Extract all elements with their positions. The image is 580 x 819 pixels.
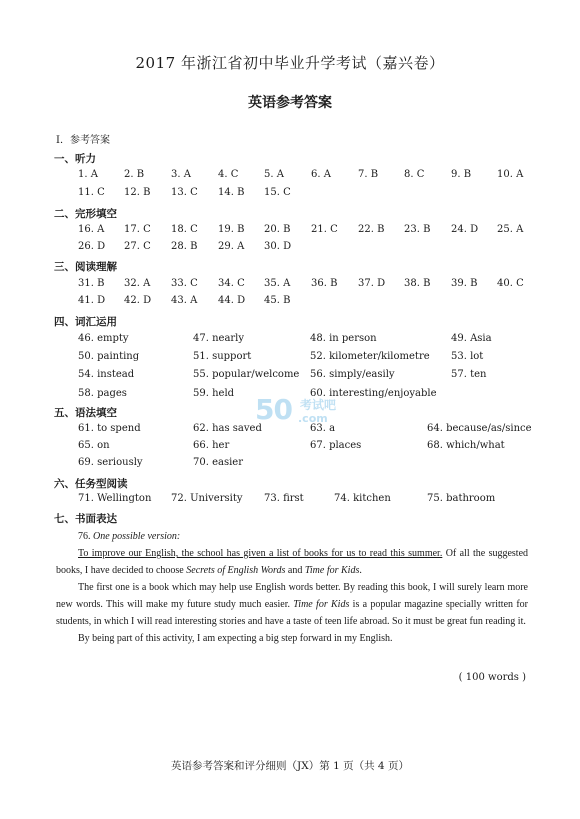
section-heading-vocabulary: 四、词汇运用 bbox=[54, 316, 117, 328]
answer-item: 41. D bbox=[78, 295, 106, 306]
answer-item: 58. pages bbox=[78, 388, 127, 399]
answer-item: 23. B bbox=[404, 224, 431, 235]
essay-paragraph-1 bbox=[56, 545, 528, 579]
essay-book-title-1: Secrets of English Words bbox=[186, 565, 286, 576]
essay-book-title-2: Time for Kids bbox=[304, 565, 360, 576]
answer-item: 18. C bbox=[171, 224, 198, 235]
answer-item: 36. B bbox=[311, 278, 338, 289]
answer-item: 8. C bbox=[404, 169, 425, 180]
answer-item: 75. bathroom bbox=[427, 493, 496, 504]
watermark-logo: 50 bbox=[255, 393, 292, 426]
section-heading-cloze: 二、完形填空 bbox=[54, 208, 117, 220]
answer-item: 43. A bbox=[171, 295, 198, 306]
answer-item: 35. A bbox=[264, 278, 291, 289]
answer-item: 29. A bbox=[218, 241, 245, 252]
answer-item: 64. because/as/since bbox=[427, 423, 532, 434]
answer-item: 33. C bbox=[171, 278, 198, 289]
answer-item: 21. C bbox=[311, 224, 338, 235]
answer-item: 68. which/what bbox=[427, 440, 505, 451]
answer-item: 12. B bbox=[124, 187, 151, 198]
answer-item: 27. C bbox=[124, 241, 151, 252]
answer-item: 48. in person bbox=[310, 333, 377, 344]
answer-item: 6. A bbox=[311, 169, 331, 180]
answer-item: 66. her bbox=[193, 440, 230, 451]
answer-item: 57. ten bbox=[451, 369, 487, 380]
answer-item: 53. lot bbox=[451, 351, 484, 362]
essay-p1-text-a: Of all the suggested books, I have decided to choose bbox=[56, 548, 529, 576]
answer-item: 39. B bbox=[451, 278, 478, 289]
essay-p1-text-b: and bbox=[285, 565, 305, 576]
answer-item: 13. C bbox=[171, 187, 198, 198]
answer-item: 38. B bbox=[404, 278, 431, 289]
essay-label bbox=[56, 528, 528, 545]
answer-item: 28. B bbox=[171, 241, 198, 252]
answer-item: 69. seriously bbox=[78, 457, 143, 468]
answer-item: 62. has saved bbox=[193, 423, 262, 434]
answer-item: 37. D bbox=[358, 278, 386, 289]
answer-item: 55. popular/welcome bbox=[193, 369, 300, 380]
answer-item: 42. D bbox=[124, 295, 152, 306]
answer-item: 20. B bbox=[264, 224, 291, 235]
essay-topic-sentence: To improve our English, the school has given a list of books for us to read this summer. bbox=[78, 548, 443, 559]
essay-p1-text-c: . bbox=[359, 565, 362, 576]
watermark-text: 考试吧 bbox=[300, 398, 337, 412]
section-heading-grammar: 五、语法填空 bbox=[54, 407, 117, 419]
answer-item: 30. D bbox=[264, 241, 292, 252]
essay-paragraph-3: By being part of this activity, I am expecting a big step forward in my English. bbox=[78, 633, 393, 644]
answer-item: 16. A bbox=[78, 224, 105, 235]
section-heading-task-reading: 六、任务型阅读 bbox=[54, 478, 128, 490]
answer-item: 32. A bbox=[124, 278, 151, 289]
answer-item: 54. instead bbox=[78, 369, 135, 380]
section-heading-reading: 三、阅读理解 bbox=[54, 261, 117, 273]
answer-item: 19. B bbox=[218, 224, 245, 235]
answer-item: 44. D bbox=[218, 295, 246, 306]
answer-item: 7. B bbox=[358, 169, 379, 180]
answer-item: 9. B bbox=[451, 169, 472, 180]
answer-item: 73. first bbox=[264, 493, 304, 504]
essay-number: 76. bbox=[78, 531, 91, 542]
watermark-domain: .com bbox=[298, 412, 328, 425]
answer-item: 47. nearly bbox=[193, 333, 245, 344]
answer-item: 15. C bbox=[264, 187, 291, 198]
answer-item: 11. C bbox=[78, 187, 105, 198]
answer-item: 74. kitchen bbox=[334, 493, 391, 504]
answer-item: 2. B bbox=[124, 169, 145, 180]
answer-item: 72. University bbox=[171, 493, 243, 504]
essay-block bbox=[56, 528, 528, 647]
answer-item: 24. D bbox=[451, 224, 479, 235]
answer-item: 26. D bbox=[78, 241, 106, 252]
answer-item: 65. on bbox=[78, 440, 110, 451]
answer-item: 61. to spend bbox=[78, 423, 141, 434]
part-label: Ⅰ．参考答案 bbox=[56, 135, 110, 146]
answer-item: 67. places bbox=[310, 440, 362, 451]
essay-p2-text-a: The first one is a book which may help use English words better. By reading this book, I will surely learn more new words. This will make my future study much easier. bbox=[56, 582, 528, 610]
answer-item: 46. empty bbox=[78, 333, 129, 344]
answer-item: 52. kilometer/kilometre bbox=[310, 351, 430, 362]
answer-item: 22. B bbox=[358, 224, 385, 235]
answer-item: 5. A bbox=[264, 169, 284, 180]
answer-item: 71. Wellington bbox=[78, 493, 152, 504]
answer-item: 4. C bbox=[218, 169, 239, 180]
answer-item: 49. Asia bbox=[451, 333, 492, 344]
answer-item: 40. C bbox=[497, 278, 524, 289]
essay-version-label: One possible version: bbox=[93, 531, 181, 542]
answer-item: 10. A bbox=[497, 169, 524, 180]
answer-item: 45. B bbox=[264, 295, 291, 306]
answer-item: 56. simply/easily bbox=[310, 369, 395, 380]
answer-item: 3. A bbox=[171, 169, 191, 180]
answer-item: 51. support bbox=[193, 351, 252, 362]
answer-item: 34. C bbox=[218, 278, 245, 289]
page-footer: 英语参考答案和评分细则（JX）第 1 页（共 4 页） bbox=[171, 760, 409, 772]
answer-item: 14. B bbox=[218, 187, 245, 198]
section-heading-writing: 七、书面表达 bbox=[54, 513, 117, 525]
answer-item: 17. C bbox=[124, 224, 151, 235]
answer-item: 31. B bbox=[78, 278, 105, 289]
answer-item: 60. interesting/enjoyable bbox=[310, 388, 437, 399]
essay-p2-text-b: is a popular magazine specially written for students, in which I will read interesting stories and have a taste of teen life abroad. So it must be great fun reading it. bbox=[56, 599, 528, 627]
answer-item: 25. A bbox=[497, 224, 524, 235]
page-title: 2017 年浙江省初中毕业升学考试（嘉兴卷） bbox=[135, 54, 445, 72]
essay-p2-magazine-title: Time for Kids bbox=[293, 599, 350, 610]
answer-item: 70. easier bbox=[193, 457, 243, 468]
answer-item: 50. painting bbox=[78, 351, 140, 362]
word-count: ( 100 words ) bbox=[458, 672, 526, 683]
section-heading-listening: 一、听力 bbox=[54, 153, 96, 165]
answer-item: 1. A bbox=[78, 169, 98, 180]
answer-item: 63. a bbox=[310, 423, 336, 434]
answer-item: 59. held bbox=[193, 388, 235, 399]
page-subtitle: 英语参考答案 bbox=[248, 95, 332, 111]
essay-paragraph-2 bbox=[56, 579, 528, 630]
